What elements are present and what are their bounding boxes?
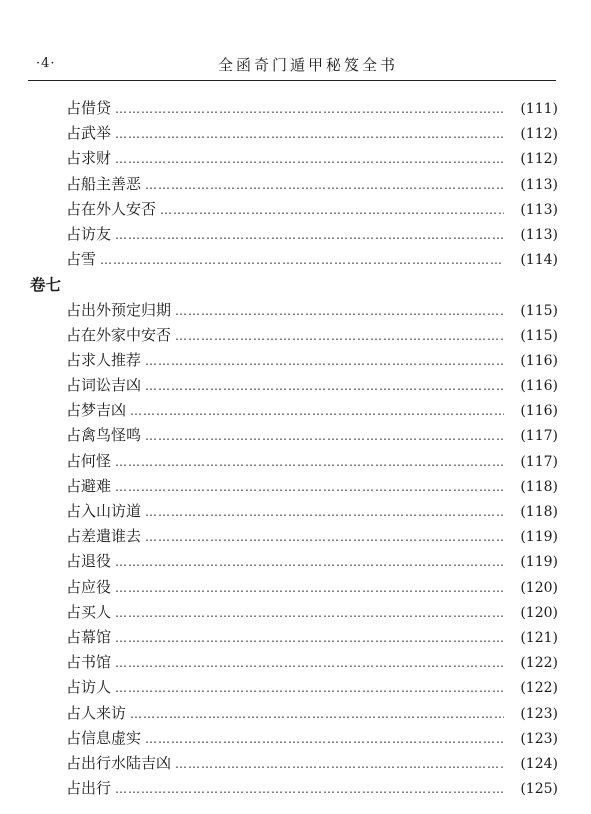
toc-entry (28, 373, 558, 398)
toc-entry-page: (117) (520, 453, 558, 470)
toc-entry (28, 575, 558, 600)
toc-entry-page: (115) (520, 327, 558, 344)
toc-entry (28, 751, 558, 776)
dot-leader (145, 173, 504, 198)
toc-entry-page: (112) (520, 151, 558, 168)
toc-entry-title: 占幕馆 (66, 627, 112, 646)
toc-entry (28, 121, 558, 146)
toc-entry-title: 占入山访道 (66, 502, 142, 520)
toc-entry (28, 222, 558, 247)
toc-entry-title: 占出行水陆吉凶 (66, 753, 172, 772)
toc-entry-title: 占船主善恶 (66, 174, 142, 193)
toc-entry (28, 449, 558, 474)
toc-entry-page: (123) (520, 705, 558, 722)
dot-leader (115, 576, 504, 601)
chapter-heading (28, 272, 558, 297)
header-rule (28, 80, 556, 81)
toc-entry (28, 197, 558, 222)
toc-entry (28, 298, 558, 323)
toc-entry-page: (119) (520, 529, 558, 546)
dot-leader (130, 399, 504, 424)
toc-entry-page: (115) (520, 302, 558, 319)
toc-entry-title: 占访友 (66, 224, 112, 243)
toc-entry (28, 701, 558, 726)
dot-leader (145, 374, 504, 399)
toc-entry-title: 占词讼吉凶 (66, 376, 142, 395)
dot-leader (115, 122, 504, 147)
toc-entry (28, 398, 558, 423)
toc-entry-page: (117) (520, 428, 558, 445)
toc-entry-page: (122) (520, 655, 558, 672)
toc-entry-page: (118) (520, 504, 558, 520)
page-number: ·4· (36, 56, 56, 71)
toc-entry-page: (118) (520, 478, 558, 495)
toc-entry-page: (124) (520, 755, 558, 772)
toc-entry-page: (113) (520, 226, 558, 243)
dot-leader (160, 198, 504, 223)
dot-leader (115, 475, 504, 500)
dot-leader (115, 223, 504, 248)
toc-entry-title: 占武举 (66, 124, 112, 143)
dot-leader (115, 550, 504, 575)
page-header (28, 50, 556, 80)
dot-leader (115, 601, 504, 626)
toc-entry-title: 占出行 (66, 779, 112, 798)
toc-entry-title: 占求财 (66, 149, 112, 168)
dot-leader (145, 349, 504, 374)
toc-entry-title: 占买人 (66, 602, 112, 621)
toc-entry-page: (116) (520, 352, 558, 369)
toc-entry (28, 146, 558, 171)
toc-entry-page: (116) (520, 403, 558, 420)
toc-entry-page: (116) (520, 378, 558, 395)
dot-leader (115, 676, 504, 701)
toc-entry (28, 348, 558, 373)
toc-entry-title: 占人来访 (66, 703, 127, 722)
toc-entry-title: 占访人 (66, 678, 112, 697)
dot-leader (145, 525, 504, 550)
toc-entry-page: (114) (520, 252, 558, 269)
dot-leader (175, 324, 504, 349)
dot-leader (115, 147, 504, 172)
toc-entry (28, 625, 558, 650)
toc-entry (28, 776, 558, 801)
toc-entry-page: (111) (520, 101, 558, 117)
dot-leader (115, 651, 504, 676)
toc-entry-title: 占何怪 (66, 451, 112, 470)
toc-entry (28, 323, 558, 348)
toc-entry-title: 占梦吉凶 (66, 401, 127, 420)
toc-entry-page: (119) (520, 554, 558, 571)
toc-entry-page: (122) (520, 680, 558, 697)
toc-entry (28, 650, 558, 675)
toc-entry (28, 247, 558, 272)
toc-entry-title: 占在外人安否 (66, 199, 157, 218)
toc-entry (28, 423, 558, 448)
toc-entry (28, 172, 558, 197)
toc-entry-title: 占雪 (66, 250, 97, 269)
toc-entry (28, 499, 558, 524)
toc-entry (28, 524, 558, 549)
dot-leader (115, 450, 504, 475)
dot-leader (145, 500, 504, 525)
dot-leader (175, 752, 504, 777)
dot-leader (115, 626, 504, 651)
dot-leader (115, 97, 504, 122)
toc-entry-title: 占在外家中安否 (66, 325, 172, 344)
toc-entry-page: (113) (520, 201, 558, 218)
toc-entry-title: 占应役 (66, 577, 112, 596)
toc-entry (28, 96, 558, 121)
dot-leader (130, 702, 504, 727)
toc-entry-page: (113) (520, 176, 558, 193)
dot-leader (100, 248, 504, 273)
toc-entry-title: 占禽鸟怪鸣 (66, 426, 142, 445)
dot-leader (115, 777, 504, 802)
toc-entry-page: (112) (520, 126, 558, 143)
toc-entry (28, 726, 558, 751)
toc-entry-title: 占书馆 (66, 653, 112, 672)
toc-entry-title: 占信息虚实 (66, 728, 142, 747)
toc-entry-title: 占借贷 (66, 99, 112, 117)
toc-entry-page: (123) (520, 730, 558, 747)
toc-entry-title: 占退役 (66, 552, 112, 571)
dot-leader (145, 727, 504, 752)
toc-entry (28, 474, 558, 499)
running-title: 全函奇门遁甲秘笈全书 (218, 56, 399, 74)
toc-entry-page: (125) (520, 781, 558, 798)
dot-leader (145, 424, 504, 449)
toc-entry-title: 占差遣谁去 (66, 527, 142, 546)
toc-entry-page: (120) (520, 604, 558, 621)
toc-entry-page: (120) (520, 579, 558, 596)
dot-leader (175, 299, 504, 324)
toc-entry-title: 占出外预定归期 (66, 300, 172, 319)
toc-entry (28, 600, 558, 625)
toc-entry-page: (121) (520, 629, 558, 646)
table-of-contents (28, 96, 558, 801)
toc-entry (28, 549, 558, 574)
chapter-title: 卷七 (30, 275, 62, 295)
toc-entry-title: 占求人推荐 (66, 350, 142, 369)
toc-entry-title: 占避难 (66, 476, 112, 495)
toc-entry (28, 675, 558, 700)
